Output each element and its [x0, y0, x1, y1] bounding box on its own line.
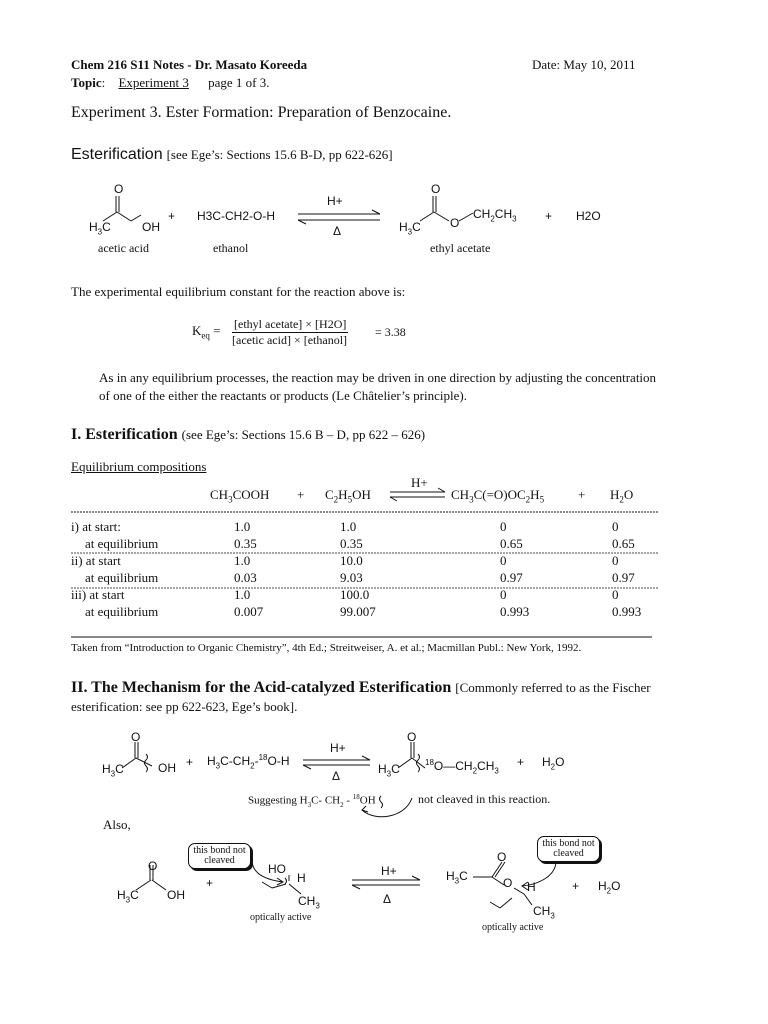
heat-delta: Δ — [333, 224, 342, 238]
section-1-title: I. Esterification — [71, 426, 178, 443]
page-number: page 1 of 3. — [208, 75, 270, 90]
water-formula: $H_2O$ — [542, 755, 565, 772]
cell: 100.0 — [340, 586, 370, 602]
bond-callout: this bond not cleaved — [188, 843, 251, 869]
cell: 0 — [612, 552, 619, 568]
ethanol-label: ethanol — [213, 241, 249, 255]
keq-sub: eq — [201, 330, 210, 341]
atom-o: O — [407, 730, 417, 744]
atom-h3c: $H_3C$ — [89, 220, 111, 237]
product-chain: $^{18}O—CH_2CH_3$ — [425, 758, 499, 776]
date: Date: May 10, 2011 — [532, 57, 636, 72]
column-water: $H_2O$ — [610, 487, 634, 505]
keq-numerator: [ethyl acetate] × [H2O] — [234, 317, 347, 331]
topic-label: Topic — [71, 75, 102, 90]
atom-ho: HO — [268, 862, 286, 876]
atom-oh: OH — [142, 220, 160, 234]
row-label: at equilibrium — [85, 535, 159, 551]
plus-sign: + — [572, 879, 580, 893]
keq-denominator: [acetic acid] × [ethanol] — [232, 333, 348, 347]
section-1-subtitle: Equilibrium compositions — [71, 459, 207, 474]
paragraph: As in any equilibrium processes, the reaction may be driven in one direction by adjusting the concentration of one of the either the reactants or products (Le Châtelier’s principle). — [99, 370, 657, 403]
cell: 1.0 — [234, 518, 251, 534]
atom-oh: OH — [158, 761, 176, 775]
cell: 0 — [500, 552, 507, 568]
cell: 1.0 — [340, 518, 357, 534]
cell: 0.35 — [340, 535, 363, 551]
plus-sign: + — [545, 209, 553, 223]
cell: 0 — [612, 518, 619, 534]
cell: 1.0 — [234, 586, 251, 602]
ethyl-acetate-label: ethyl acetate — [430, 241, 491, 255]
row-label: i) at start: — [71, 518, 121, 534]
cell: 0.97 — [612, 569, 635, 585]
row-label: ii) at start — [71, 552, 121, 568]
keq-k: K — [192, 323, 202, 338]
course-header: Chem 216 S11 Notes - Dr. Masato Koreeda — [71, 57, 308, 72]
cell: 9.03 — [340, 569, 363, 585]
plus-sign: + — [206, 876, 214, 890]
cell: 0.03 — [234, 569, 257, 585]
column-plus: + — [297, 487, 305, 502]
atom-o: O — [431, 182, 441, 196]
not-cleaved-text: not cleaved in this reaction. — [418, 792, 551, 806]
atom-o: O — [148, 859, 158, 873]
atom-h: H — [297, 871, 306, 885]
atom-o: O — [450, 216, 460, 230]
heat-delta: Δ — [332, 769, 341, 783]
row-label: iii) at start — [71, 586, 125, 602]
cell: 0.65 — [612, 535, 635, 551]
atom-h3c: $H_3C$ — [378, 762, 400, 779]
column-acetic-acid: $CH_3COOH$ — [210, 487, 270, 505]
plus-sign: + — [186, 755, 194, 769]
alcohol-18o: $H_3C-CH_2-^{18}O-H$ — [207, 753, 290, 771]
ethanol-formula: H3C-CH2-O-H — [197, 209, 275, 223]
atom-o: O — [114, 182, 124, 196]
cell: 0 — [612, 586, 619, 602]
topic-line: Topic: Experiment 3 page 1 of 3. — [71, 75, 270, 90]
also-label: Also, — [103, 817, 131, 832]
atom-oh: OH — [167, 888, 185, 902]
esterification-ref: [see Ege’s: Sections 15.6 B-D, pp 622-626] — [166, 147, 393, 162]
section-1-ref: (see Ege’s: Sections 15.6 B – D, pp 622 – 626) — [181, 427, 426, 442]
cell: 0.007 — [234, 603, 264, 619]
atom-o: O — [131, 730, 141, 744]
column-ethanol: $C_2H_5OH$ — [325, 487, 371, 505]
row-label: at equilibrium — [85, 603, 159, 619]
cell: 1.0 — [234, 552, 251, 568]
table-catalyst: H+ — [411, 475, 428, 490]
water-formula: $H_2O$ — [598, 879, 621, 896]
cell: 0.35 — [234, 535, 257, 551]
acetic-acid-label: acetic acid — [98, 241, 149, 255]
atom-h3c: $H_3C$ — [399, 220, 421, 237]
bond-callout: this bond not cleaved — [537, 836, 600, 862]
cell: 10.0 — [340, 552, 363, 568]
catalyst-h-plus: H+ — [327, 194, 343, 208]
source-citation: Taken from “Introduction to Organic Chemistry”, 4th Ed.; Streitweiser, A. et al.; Macmillan Publ.: New York, 1992. — [71, 642, 582, 654]
cell: 0.993 — [500, 603, 530, 619]
page-title: Experiment 3. Ester Formation: Preparation of Benzocaine. — [71, 104, 452, 121]
column-ester: $CH_3C(=O)OC_2H_5$ — [451, 487, 545, 505]
cell: 0.97 — [500, 569, 523, 585]
cell: 0.993 — [612, 603, 642, 619]
water-formula: H2O — [576, 209, 601, 223]
keq-value: = 3.38 — [375, 325, 406, 339]
heat-delta: Δ — [383, 892, 392, 906]
optically-active-product: optically active — [482, 922, 544, 933]
atom-h: H — [527, 880, 536, 894]
optically-active-reactant: optically active — [250, 912, 312, 923]
keq-symbol: $K_{eq}$ = — [192, 323, 221, 341]
atom-ch3: $CH_3$ — [533, 904, 555, 921]
suggesting-text: Suggesting $H_3C-$ $CH_2 - ^{18}OH$ — [248, 793, 376, 809]
cell: 0 — [500, 518, 507, 534]
section-2-title: II. The Mechanism for the Acid-catalyzed Esterification — [71, 679, 452, 696]
cell: 99.007 — [340, 603, 376, 619]
catalyst-h-plus: H+ — [330, 741, 346, 755]
atom-h3c: $H_3C$ — [102, 762, 124, 779]
cell: 0 — [500, 586, 507, 602]
column-plus: + — [578, 487, 586, 502]
plus-sign: + — [517, 755, 525, 769]
atom-o: O — [503, 876, 513, 890]
cell: 0.65 — [500, 535, 523, 551]
catalyst-h-plus: H+ — [381, 864, 397, 878]
topic-value: Experiment 3 — [118, 75, 189, 90]
section-2-note: [Commonly referred to as the Fischer esterification: see pp 622-623, Ege’s book]. — [71, 680, 651, 714]
row-label: at equilibrium — [85, 569, 159, 585]
plus-sign: + — [168, 209, 176, 223]
atom-ch3: $CH_3$ — [298, 894, 320, 911]
atom-h3c: $H_3C$ — [117, 888, 139, 905]
esterification-heading: Esterification — [71, 146, 163, 163]
atom-ch2ch3: $CH_2CH_3$ — [473, 207, 517, 224]
atom-o: O — [497, 850, 507, 864]
keq-intro: The experimental equilibrium constant for the reaction above is: — [71, 284, 406, 299]
atom-h3c: $H_3C$ — [446, 869, 468, 886]
